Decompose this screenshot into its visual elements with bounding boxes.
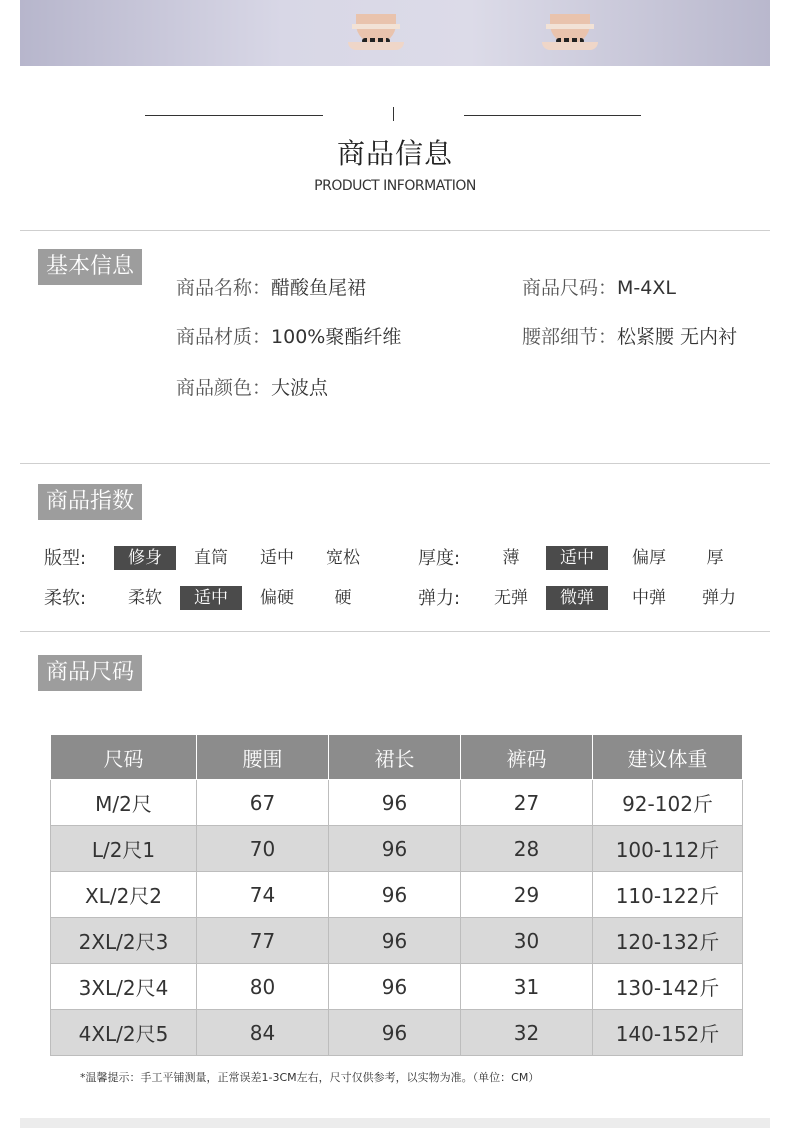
cell-size: M/2尺 [51,780,197,826]
cell-weight: 92-102斤 [593,780,743,826]
header-waist: 腰围 [197,735,329,780]
info-color-value: 大波点 [271,377,329,399]
thick-option-2: 适中 [546,546,608,570]
info-material-key: 商品材质： [176,326,272,348]
cell-size: 4XL/2尺5 [51,1010,197,1056]
fit-option-3: 适中 [260,548,294,568]
soft-label: 柔软: [44,588,87,609]
cell-weight: 130-142斤 [593,964,743,1010]
fit-option-4: 宽松 [326,548,360,568]
fit-label: 版型: [44,548,87,569]
info-material [176,322,401,349]
header-tick [393,107,394,121]
thick-option-3: 偏厚 [632,548,666,568]
info-size [522,273,676,300]
page-subtitle: PRODUCT INFORMATION [314,178,476,194]
elastic-option-3: 中弹 [632,588,666,608]
cell-waist: 74 [197,872,329,918]
cell-length: 96 [329,918,461,964]
cell-size: XL/2尺2 [51,872,197,918]
cell-length: 96 [329,780,461,826]
thick-option-1: 薄 [502,548,520,568]
cell-waist: 67 [197,780,329,826]
divider [20,631,770,632]
cell-pants-size: 29 [461,872,593,918]
bottom-bar [20,1118,770,1128]
header-line-left [145,115,323,116]
table-row [51,964,743,1010]
table-row [51,918,743,964]
header-pants-size: 裤码 [461,735,593,780]
cell-pants-size: 32 [461,1010,593,1056]
info-waist [522,322,737,349]
measurement-note: *温馨提示：手工平铺测量，正常误差1-3CM左右，尺寸仅供参考，以实物为准。（单位：CM） [80,1071,540,1084]
elastic-label: 弹力: [418,588,461,609]
section-badge-size: 商品尺码 [38,655,142,691]
soft-option-2: 适中 [180,586,242,610]
left-foot-sandal [348,14,404,58]
soft-option-1: 柔软 [128,588,162,608]
cell-weight: 120-132斤 [593,918,743,964]
header-size: 尺码 [51,735,197,780]
cell-waist: 80 [197,964,329,1010]
size-table [50,734,743,1056]
cell-pants-size: 28 [461,826,593,872]
cell-waist: 77 [197,918,329,964]
thick-label: 厚度: [418,548,461,569]
elastic-option-2: 微弹 [546,586,608,610]
soft-option-3: 偏硬 [260,588,294,608]
cell-length: 96 [329,872,461,918]
info-waist-value: 松紧腰 无内衬 [617,326,738,348]
cell-pants-size: 30 [461,918,593,964]
cell-waist: 84 [197,1010,329,1056]
info-size-key: 商品尺码： [522,277,618,299]
cell-waist: 70 [197,826,329,872]
cell-pants-size: 31 [461,964,593,1010]
divider [20,230,770,231]
divider [20,463,770,464]
cell-length: 96 [329,826,461,872]
info-color [176,373,328,400]
table-row [51,1010,743,1056]
cell-length: 96 [329,964,461,1010]
page-title: 商品信息 [336,137,453,170]
info-name-value: 醋酸鱼尾裙 [271,277,367,299]
right-foot-sandal [542,14,598,58]
info-size-value: M-4XL [617,277,676,299]
header-length: 裙长 [329,735,461,780]
table-row [51,872,743,918]
info-material-value: 100%聚酯纤维 [271,326,402,348]
thick-option-4: 厚 [706,548,724,568]
cell-weight: 110-122斤 [593,872,743,918]
cell-size: 3XL/2尺4 [51,964,197,1010]
elastic-option-1: 无弹 [494,588,528,608]
table-row [51,780,743,826]
soft-option-4: 硬 [334,588,352,608]
info-name [176,273,366,300]
cell-length: 96 [329,1010,461,1056]
info-waist-key: 腰部细节： [522,326,618,348]
header-weight: 建议体重 [593,735,743,780]
product-photo [20,0,770,66]
cell-weight: 100-112斤 [593,826,743,872]
table-row [51,826,743,872]
section-badge-basic: 基本信息 [38,249,142,285]
fit-option-2: 直筒 [194,548,228,568]
cell-size: L/2尺1 [51,826,197,872]
cell-pants-size: 27 [461,780,593,826]
cell-weight: 140-152斤 [593,1010,743,1056]
info-color-key: 商品颜色： [176,377,272,399]
info-name-key: 商品名称： [176,277,272,299]
size-table-header [51,735,743,780]
header-line-right [464,115,641,116]
fit-option-1: 修身 [114,546,176,570]
section-badge-index: 商品指数 [38,484,142,520]
cell-size: 2XL/2尺3 [51,918,197,964]
elastic-option-4: 弹力 [702,588,736,608]
